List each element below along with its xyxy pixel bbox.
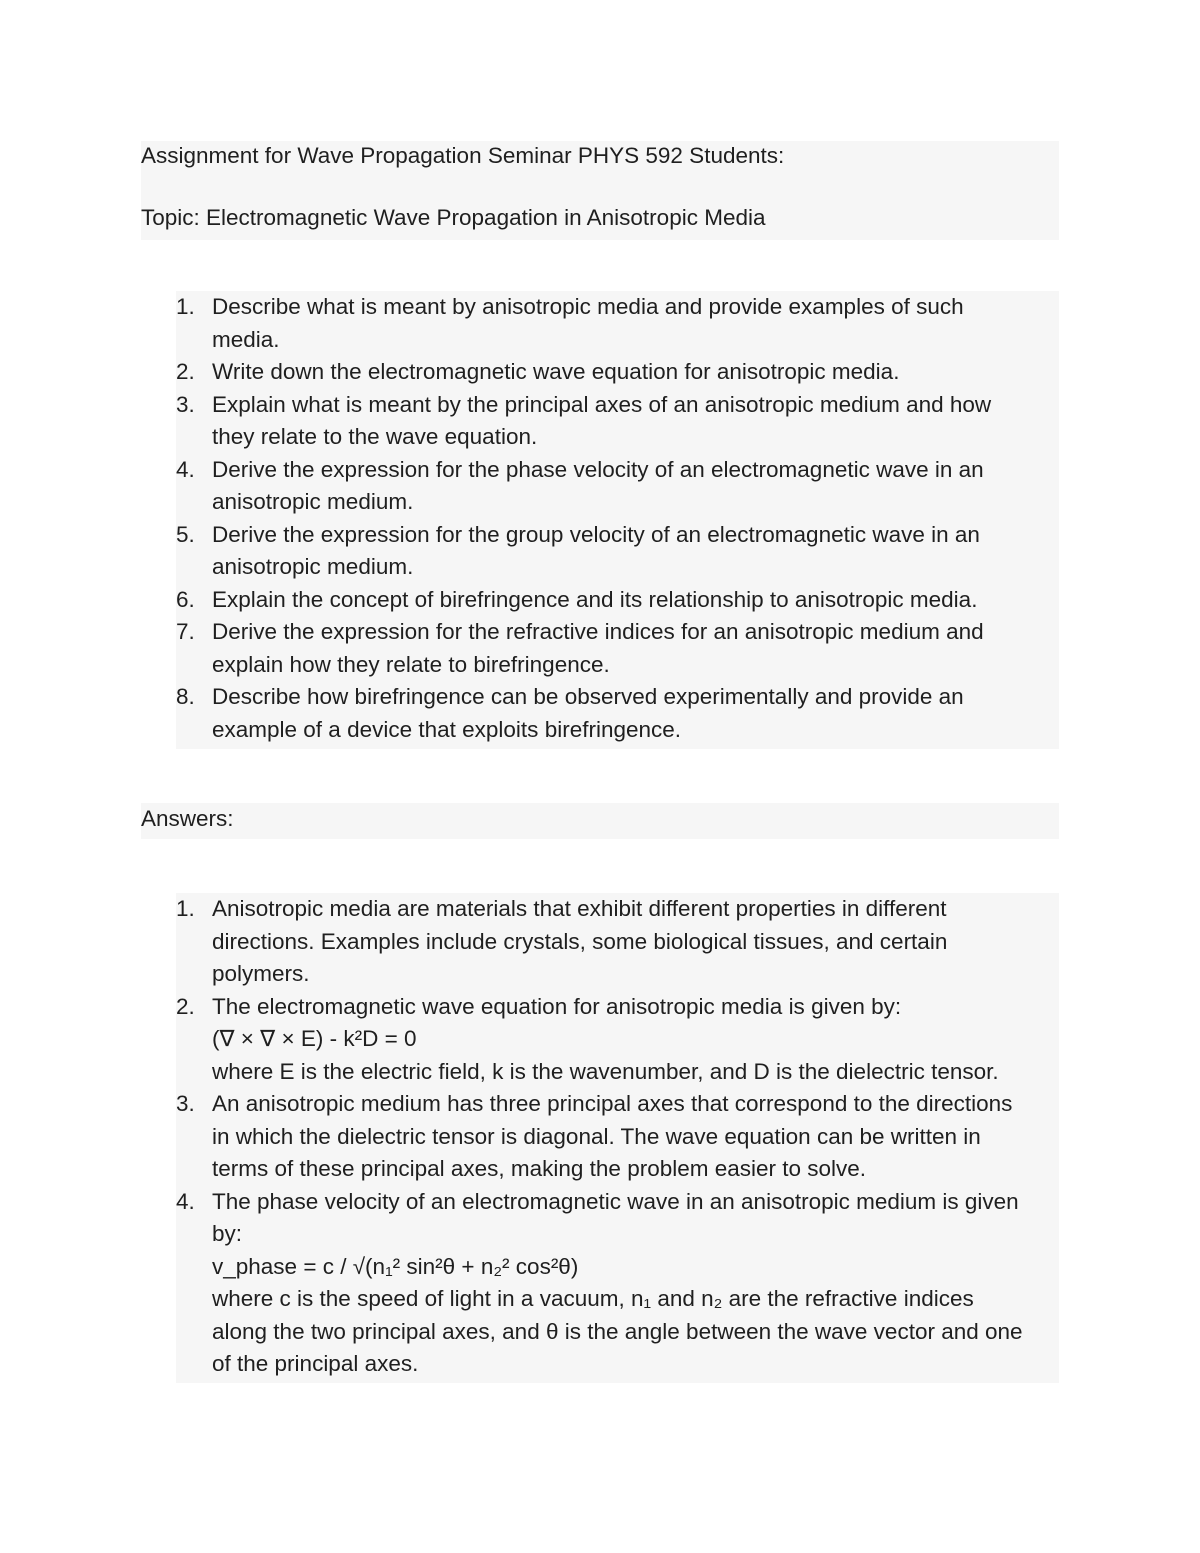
- question-item-text-line: explain how they relate to birefringence.: [212, 651, 610, 677]
- question-item: [176, 681, 1059, 746]
- document-topic: Topic: Electromagnetic Wave Propagation in Anisotropic Media: [141, 205, 766, 230]
- answer-item-text-line: in which the dielectric tensor is diagonal. The wave equation can be written in: [212, 1123, 981, 1149]
- question-item-text-line: media.: [212, 326, 280, 352]
- question-item-number: 5.: [176, 521, 195, 547]
- answer-item: [176, 991, 1059, 1089]
- question-item: [176, 291, 1059, 356]
- answers-label-block: [141, 803, 1059, 839]
- question-item: [176, 389, 1059, 454]
- question-item: [176, 519, 1059, 584]
- answer-item-text-line: by:: [212, 1221, 243, 1246]
- question-item-number: 1.: [176, 294, 195, 319]
- question-item-text-line: Explain what is meant by the principal axes of an anisotropic medium and how: [212, 391, 992, 417]
- question-item: [176, 616, 1059, 681]
- answer-item-number: 1.: [176, 896, 195, 921]
- answer-item-number: 2.: [176, 993, 195, 1019]
- question-item-text-line: Explain the concept of birefringence and its relationship to anisotropic media.: [212, 586, 978, 612]
- document-title: Assignment for Wave Propagation Seminar PHYS 592 Students:: [141, 143, 785, 168]
- question-item: [176, 454, 1059, 519]
- questions-list: [176, 291, 1059, 746]
- answer-item-text-line: Anisotropic media are materials that exhibit different properties in different: [212, 896, 947, 921]
- answer-item-text-line: terms of these principal axes, making the problem easier to solve.: [212, 1156, 867, 1181]
- question-item-number: 4.: [176, 456, 195, 482]
- question-item-text-line: Derive the expression for the phase velocity of an electromagnetic wave in an: [212, 456, 984, 482]
- answers-heading: Answers:: [141, 806, 234, 831]
- answer-item-text-line: The electromagnetic wave equation for anisotropic media is given by:: [212, 993, 902, 1019]
- question-item-text-line: example of a device that exploits birefringence.: [212, 716, 682, 742]
- answer-item-text-line: (∇ × ∇ × E) - k²D = 0: [212, 1026, 417, 1051]
- question-item-text-line: Describe how birefringence can be observed experimentally and provide an: [212, 684, 964, 709]
- questions-block: [176, 291, 1059, 749]
- question-item-text-line: anisotropic medium.: [212, 489, 414, 514]
- answer-item: [176, 1088, 1059, 1186]
- answer-item-text-line: polymers.: [212, 961, 310, 986]
- question-item-number: 7.: [176, 619, 195, 644]
- answer-item-number: 3.: [176, 1091, 195, 1116]
- question-item-number: 3.: [176, 391, 195, 417]
- question-item-text-line: anisotropic medium.: [212, 554, 414, 579]
- question-item-number: 6.: [176, 586, 195, 612]
- question-item-text-line: Derive the expression for the group velocity of an electromagnetic wave in an: [212, 521, 980, 547]
- answer-item-text-line: directions. Examples include crystals, some biological tissues, and certain: [212, 928, 948, 954]
- question-item: [176, 584, 1059, 617]
- answer-item-text-line: The phase velocity of an electromagnetic wave in an anisotropic medium is given: [212, 1188, 1019, 1214]
- answer-item: [176, 1186, 1059, 1381]
- answer-item: [176, 893, 1059, 991]
- question-item-text-line: Write down the electromagnetic wave equation for anisotropic media.: [212, 359, 900, 384]
- question-item-text-line: Derive the expression for the refractive indices for an anisotropic medium and: [212, 619, 984, 644]
- answers-list: [176, 893, 1059, 1381]
- answer-item-text-line: of the principal axes.: [212, 1351, 419, 1376]
- question-item-number: 8.: [176, 684, 195, 709]
- answer-item-number: 4.: [176, 1188, 195, 1214]
- answer-item-text-line: where c is the speed of light in a vacuum, n₁ and n₂ are the refractive indices: [212, 1286, 974, 1311]
- question-item-text-line: Describe what is meant by anisotropic media and provide examples of such: [212, 294, 964, 319]
- answer-item-text-line: along the two principal axes, and θ is the angle between the wave vector and one: [212, 1318, 1023, 1344]
- question-item: [176, 356, 1059, 389]
- question-item-number: 2.: [176, 359, 195, 384]
- question-item-text-line: they relate to the wave equation.: [212, 424, 538, 449]
- header-block: [141, 141, 1059, 240]
- answers-block: [176, 893, 1059, 1383]
- answer-item-text-line: v_phase = c / √(n₁² sin²θ + n₂² cos²θ): [212, 1253, 579, 1279]
- answer-item-text-line: An anisotropic medium has three principal axes that correspond to the directions: [212, 1091, 1013, 1116]
- answer-item-text-line: where E is the electric field, k is the wavenumber, and D is the dielectric tensor.: [212, 1058, 999, 1084]
